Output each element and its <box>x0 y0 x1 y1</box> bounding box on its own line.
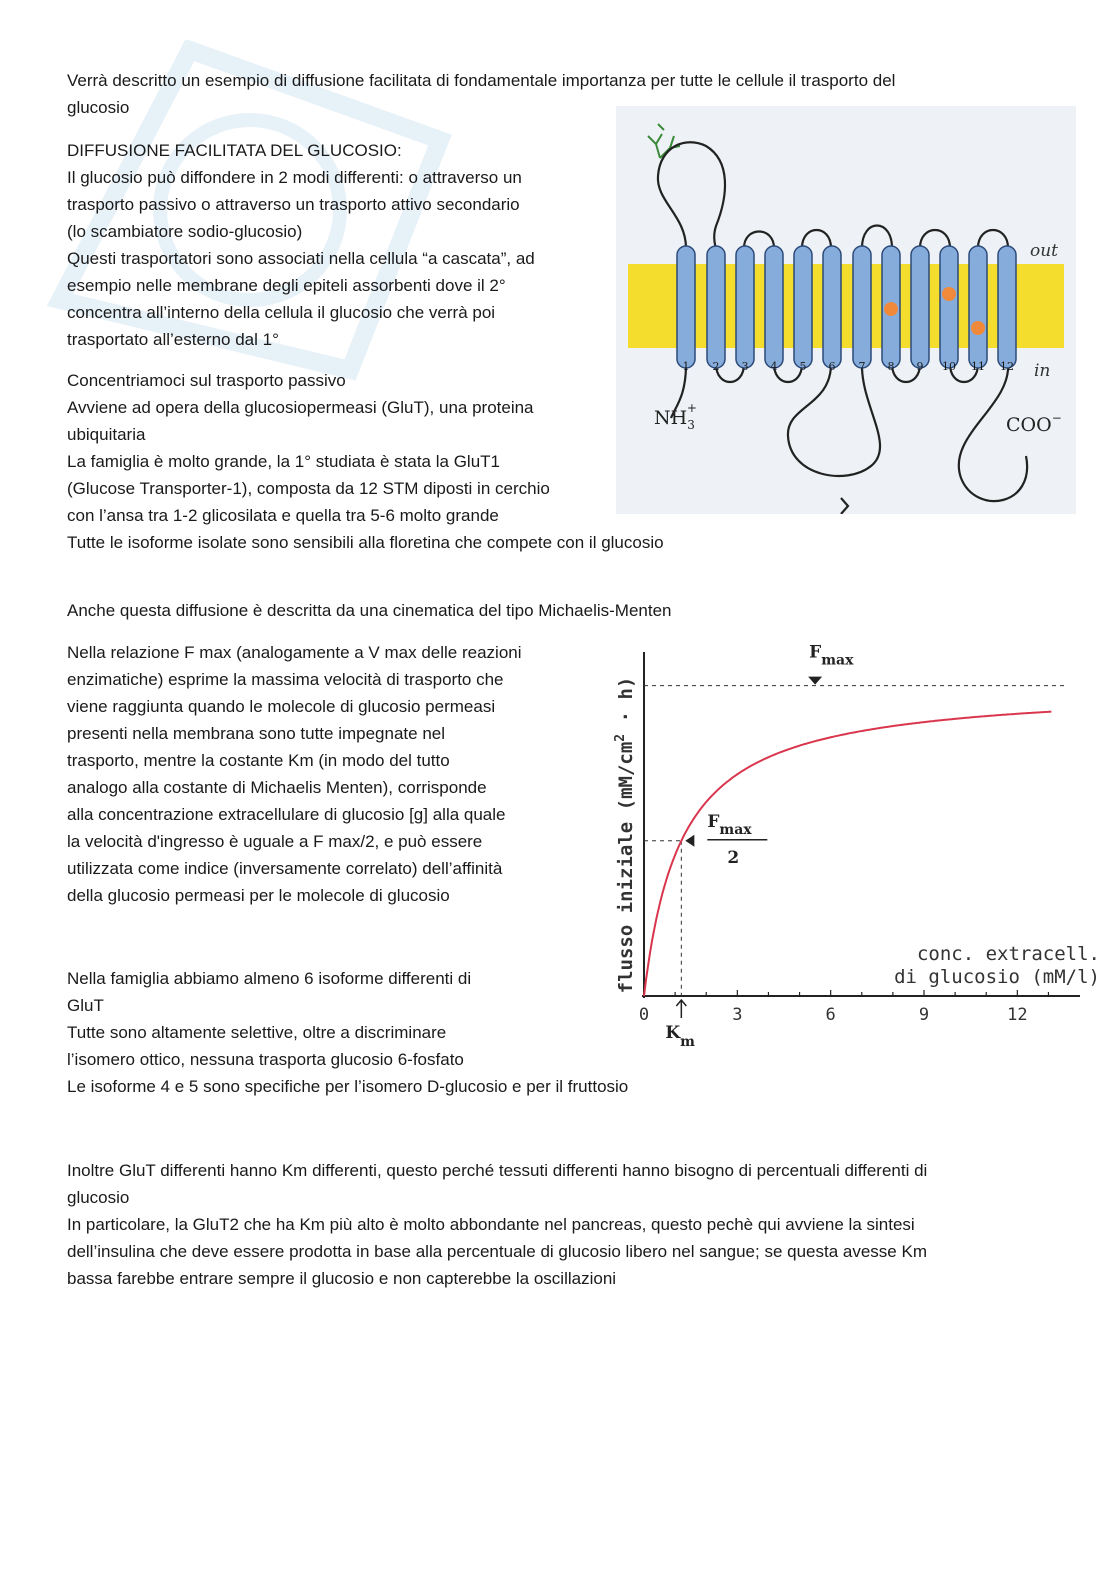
section-heading: DIFFUSIONE FACILITATA DEL GLUCOSIO: <box>67 141 402 160</box>
text-line: trasporto, mentre la costante Km (in modo del tutto <box>67 751 450 770</box>
binding-site-dot <box>884 302 898 316</box>
text-line: Avviene ad opera della glucosiopermeasi (GluT), una proteina <box>67 398 534 417</box>
text-line: La famiglia è molto grande, la 1° studiata è stata la GluT1 <box>67 452 500 471</box>
x-tick-label: 12 <box>1007 1005 1028 1025</box>
x-tick-label: 3 <box>732 1005 743 1025</box>
text-line: utilizzata come indice (inversamente correlato) dell’affinità <box>67 859 503 878</box>
out-label: out <box>1030 241 1059 261</box>
text-line: Questi trasportatori sono associati nella cellula “a cascata”, ad <box>67 249 535 268</box>
binding-site-dot <box>942 287 956 301</box>
y-axis-label: flusso iniziale $(mM/cm^2 \cdot h)$ <box>613 676 637 994</box>
helix-number: 9 <box>916 360 924 373</box>
x-tick-label: 9 <box>918 1005 930 1025</box>
fmax-label: $F_{max}$ <box>809 642 854 669</box>
text-line: glucosio <box>67 1188 130 1207</box>
half-fmax-arrow-icon <box>685 835 694 847</box>
helix-5 <box>794 246 812 368</box>
text-line: dell’insulina che deve essere prodotta in base alla percentuale di glucosio libero nel sangue; se questa avesse Km <box>67 1242 927 1261</box>
helix-number: 6 <box>828 360 836 373</box>
helix-6 <box>823 246 841 368</box>
fmax-arrow-icon <box>808 677 822 685</box>
km-label: $K_m$ <box>665 1023 695 1050</box>
text-line: enzimatiche) esprime la massima velocità di trasporto che <box>67 670 504 689</box>
helix-number: 7 <box>858 360 866 373</box>
michaelis-menten-chart <box>600 640 1110 1070</box>
helix-3 <box>736 246 754 368</box>
helix-number: 12 <box>1000 360 1014 373</box>
helix-number: 5 <box>799 360 807 373</box>
text-line: Tutte sono altamente selettive, oltre a discriminare <box>67 1023 447 1042</box>
helix-number: 2 <box>712 360 720 373</box>
text-line: trasportato all’esterno dal 1° <box>67 330 279 349</box>
glut1-membrane-figure <box>616 106 1076 514</box>
helix-number: 10 <box>942 360 956 373</box>
svg-text:2: 2 <box>727 847 740 868</box>
section-fmax-km <box>67 639 522 909</box>
text-line: glucosio <box>67 98 130 117</box>
helix-1 <box>677 246 695 368</box>
text-line: analogo alla costante di Michaelis Menten), corrisponde <box>67 778 487 797</box>
text-line: bassa farebbe entrare sempre il glucosio e non capterebbe la oscillazioni <box>67 1269 617 1288</box>
text-line: Le isoforme 4 e 5 sono specifiche per l’isomero D-glucosio e per il fruttosio <box>67 1077 629 1096</box>
helix-9 <box>911 246 929 368</box>
helix-7 <box>853 246 871 368</box>
km-arrow-icon <box>676 1000 686 1018</box>
text-line: della glucosio permeasi per le molecole di glucosio <box>67 886 450 905</box>
x-axis-label-line1: conc. extracell. <box>916 943 1100 965</box>
text-line: alla concentrazione extracellulare di glucosio [g] alla quale <box>67 805 506 824</box>
helix-4 <box>765 246 783 368</box>
section-km-differenti <box>67 1157 927 1292</box>
nh3-label: $NH_3+$ <box>654 401 697 432</box>
text-line: In particolare, la GluT2 che ha Km più alto è molto abbondante nel pancreas, questo pechè qui avviene la sintesi <box>67 1215 915 1234</box>
helix-11 <box>969 246 987 368</box>
helix-number: 1 <box>682 360 690 373</box>
section-trasporto-passivo <box>67 367 664 556</box>
text-line: l’isomero ottico, nessuna trasporta glucosio 6-fosfato <box>67 1050 464 1069</box>
text-line: viene raggiunta quando le molecole di glucosio permeasi <box>67 697 496 716</box>
in-label: in <box>1034 361 1051 381</box>
binding-site-dot <box>971 321 985 335</box>
helix-12 <box>998 246 1016 368</box>
section-diffusione <box>67 137 535 353</box>
half-fmax-label <box>707 812 767 868</box>
x-axis-label-line2: di glucosio (mM/l) <box>894 966 1100 988</box>
text-line: concentra all’interno della cellula il glucosio che verrà poi <box>67 303 496 322</box>
helix-number: 11 <box>971 360 985 373</box>
text-line: ubiquitaria <box>67 425 146 444</box>
text-line: con l’ansa tra 1-2 glicosilata e quella tra 5-6 molto grande <box>67 506 499 525</box>
svg-text:Fmax: $F_{max}$ <box>707 811 752 838</box>
text-line: Verrà descritto un esempio di diffusione facilitata di fondamentale importanza per tutte le cellule il trasporto del <box>67 71 896 90</box>
text-line: esempio nelle membrane degli epiteli assorbenti dove il 2° <box>67 276 506 295</box>
michaelis-menten-line: Anche questa diffusione è descritta da una cinematica del tipo Michaelis-Menten <box>67 601 672 620</box>
text-line: trasporto passivo o attraverso un trasporto attivo secondario <box>67 195 520 214</box>
helix-number: 8 <box>887 360 895 373</box>
helix-10 <box>940 246 958 368</box>
text-line: (lo scambiatore sodio-glucosio) <box>67 222 303 241</box>
text-line: Nella famiglia abbiamo almeno 6 isoforme differenti di <box>67 969 472 988</box>
x-tick-label: 0 <box>638 1005 650 1025</box>
text-line: Tutte le isoforme isolate sono sensibili alla floretina che compete con il glucosio <box>67 533 664 552</box>
section-isoforme <box>67 965 628 1100</box>
text-line: presenti nella membrana sono tutte impegnate nel <box>67 724 446 743</box>
text-line: Nella relazione F max (analogamente a V max delle reazioni <box>67 643 522 662</box>
helix-number: 4 <box>770 360 778 373</box>
text-line: Concentriamoci sul trasporto passivo <box>67 371 346 390</box>
text-line: (Glucose Transporter-1), composta da 12 STM diposti in cerchio <box>67 479 550 498</box>
helix-2 <box>707 246 725 368</box>
text-line: Inoltre GluT differenti hanno Km differenti, questo perché tessuti differenti hanno bisogno di percentuali differenti di <box>67 1161 928 1180</box>
text-line: GluT <box>67 996 104 1015</box>
text-line: Il glucosio può diffondere in 2 modi differenti: o attraverso un <box>67 168 522 187</box>
coo-label: COO− <box>1006 411 1062 436</box>
text-line: la velocità d'ingresso è uguale a F max/2, e può essere <box>67 832 483 851</box>
x-tick-label: 6 <box>825 1005 836 1025</box>
helix-number: 3 <box>741 360 749 373</box>
